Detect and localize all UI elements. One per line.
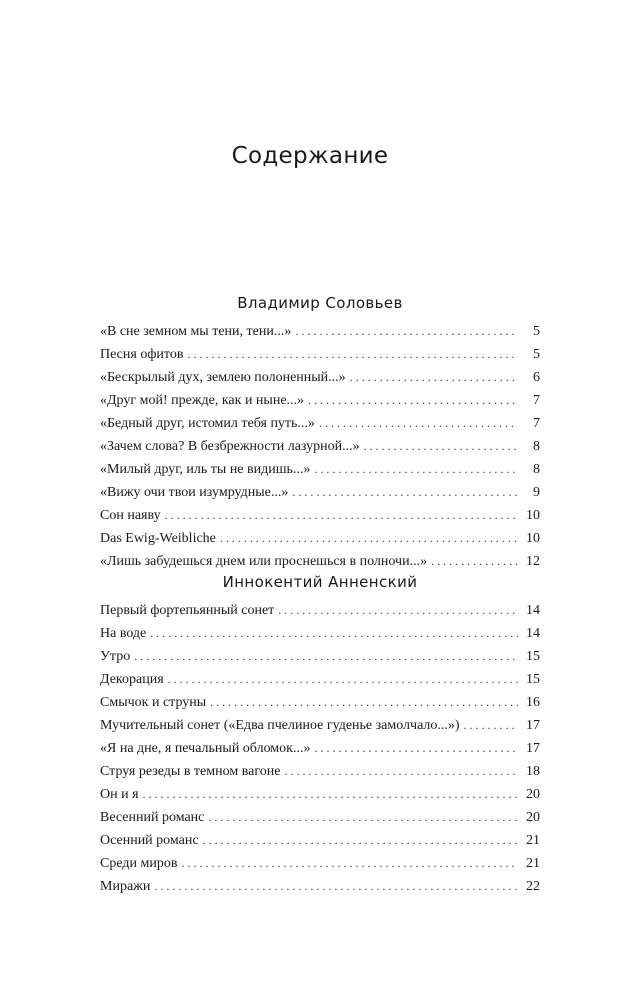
- toc-entry: [100, 481, 540, 504]
- toc-entry-page: 17: [526, 718, 540, 733]
- dot-leader: [220, 527, 518, 550]
- dot-leader: [319, 412, 518, 435]
- toc-entry-page: 10: [526, 531, 540, 546]
- dot-leader: [278, 599, 518, 622]
- toc-entry-title: Первый фортепьянный сонет: [100, 603, 275, 618]
- dot-leader: [364, 435, 518, 458]
- toc-entry-page: 9: [533, 485, 540, 500]
- dot-leader: [314, 458, 518, 481]
- toc-entry-page: 8: [533, 439, 540, 454]
- toc-entry-page: 5: [533, 347, 540, 362]
- dot-leader: [181, 852, 518, 875]
- toc-entry-page: 21: [526, 856, 540, 871]
- toc-entry: [100, 806, 540, 829]
- toc-entry-title: Он и я: [100, 787, 139, 802]
- dot-leader: [150, 622, 518, 645]
- toc-entry: [100, 622, 540, 645]
- dot-leader: [292, 481, 518, 504]
- toc-entry-title: Среди миров: [100, 856, 178, 871]
- toc-entry-title: Песня офитов: [100, 347, 184, 362]
- dot-leader: [165, 504, 518, 527]
- dot-leader: [210, 691, 518, 714]
- toc-entry-page: 5: [533, 324, 540, 339]
- toc-entry-title: Осенний романс: [100, 833, 199, 848]
- toc-entry-title: Весенний романс: [100, 810, 205, 825]
- toc-entry-page: 18: [526, 764, 540, 779]
- toc-entry-title: Утро: [100, 649, 131, 664]
- toc-entry-page: 12: [526, 554, 540, 569]
- dot-leader: [154, 875, 518, 898]
- toc-entry: [100, 668, 540, 691]
- dot-leader: [168, 668, 518, 691]
- page-title: Содержание: [231, 143, 389, 170]
- toc-entry-page: 14: [526, 603, 540, 618]
- dot-leader: [208, 806, 518, 829]
- toc-entry: [100, 829, 540, 852]
- toc-entry: [100, 458, 540, 481]
- toc-entry: [100, 435, 540, 458]
- toc-entry: [100, 550, 540, 573]
- toc-entry-title: Мучительный сонет («Едва пчелиное гуденье замолчало...»): [100, 718, 460, 733]
- toc-entry: [100, 875, 540, 898]
- toc-entry-page: 15: [526, 672, 540, 687]
- toc-entry-title: «Я на дне, я печальный обломок...»: [100, 741, 311, 756]
- toc-entry: [100, 320, 540, 343]
- toc-list: [100, 599, 540, 898]
- toc-entry-title: На воде: [100, 626, 147, 641]
- toc-entry-title: «Бедный друг, истомил тебя путь...»: [100, 416, 315, 431]
- dot-leader: [134, 645, 518, 668]
- toc-entry-title: «Вижу очи твои изумрудные...»: [100, 485, 289, 500]
- toc-entry: [100, 714, 540, 737]
- toc-entry: [100, 527, 540, 550]
- toc-entry-page: 8: [533, 462, 540, 477]
- toc-entry-title: Декорация: [100, 672, 164, 687]
- toc-entry: [100, 343, 540, 366]
- toc-entry: [100, 504, 540, 527]
- dot-leader: [143, 783, 518, 806]
- toc-entry-title: Струя резеды в темном вагоне: [100, 764, 281, 779]
- toc-entry: [100, 852, 540, 875]
- toc-entry-title: «Зачем слова? В безбрежности лазурной...»: [100, 439, 360, 454]
- dot-leader: [314, 737, 518, 760]
- section-author-heading: Владимир Соловьев: [237, 294, 403, 312]
- toc-entry: [100, 737, 540, 760]
- toc-entry: [100, 412, 540, 435]
- toc-entry-page: 10: [526, 508, 540, 523]
- toc-entry: [100, 599, 540, 622]
- toc-entry-page: 16: [526, 695, 540, 710]
- section-author-heading: Иннокентий Анненский: [222, 573, 418, 591]
- toc-entry-page: 7: [533, 416, 540, 431]
- toc-entry-page: 22: [526, 879, 540, 894]
- toc-entry-page: 6: [533, 370, 540, 385]
- toc-entry-title: «В сне земном мы тени, тени...»: [100, 324, 292, 339]
- toc-entry: [100, 645, 540, 668]
- toc-entry-title: «Лишь забудешься днем или проснешься в полночи...»: [100, 554, 428, 569]
- toc-entry: [100, 389, 540, 412]
- toc-entry-page: 20: [526, 810, 540, 825]
- dot-leader: [350, 366, 518, 389]
- toc-entry-title: «Милый друг, иль ты не видишь...»: [100, 462, 311, 477]
- dot-leader: [187, 343, 518, 366]
- toc-entry-page: 17: [526, 741, 540, 756]
- toc-entry-page: 21: [526, 833, 540, 848]
- toc-entry-page: 20: [526, 787, 540, 802]
- toc-entry: [100, 366, 540, 389]
- dot-leader: [431, 550, 518, 573]
- toc-entry-title: Das Ewig-Weibliche: [100, 531, 216, 546]
- toc-list: [100, 320, 540, 573]
- toc-entry-title: Сон наяву: [100, 508, 161, 523]
- toc-entry: [100, 760, 540, 783]
- toc-entry: [100, 691, 540, 714]
- toc-entry-page: 14: [526, 626, 540, 641]
- toc-entry-page: 15: [526, 649, 540, 664]
- toc-section-solovyov: [100, 292, 540, 573]
- toc-entry-title: Миражи: [100, 879, 151, 894]
- toc-entry-title: Смычок и струны: [100, 695, 207, 710]
- toc-entry-title: «Бескрылый дух, землею полоненный...»: [100, 370, 346, 385]
- toc-section-annensky: [100, 571, 540, 898]
- toc-entry: [100, 783, 540, 806]
- toc-entry-page: 7: [533, 393, 540, 408]
- dot-leader: [464, 714, 518, 737]
- dot-leader: [203, 829, 518, 852]
- dot-leader: [295, 320, 518, 343]
- toc-entry-title: «Друг мой! прежде, как и ныне...»: [100, 393, 305, 408]
- dot-leader: [308, 389, 518, 412]
- dot-leader: [284, 760, 518, 783]
